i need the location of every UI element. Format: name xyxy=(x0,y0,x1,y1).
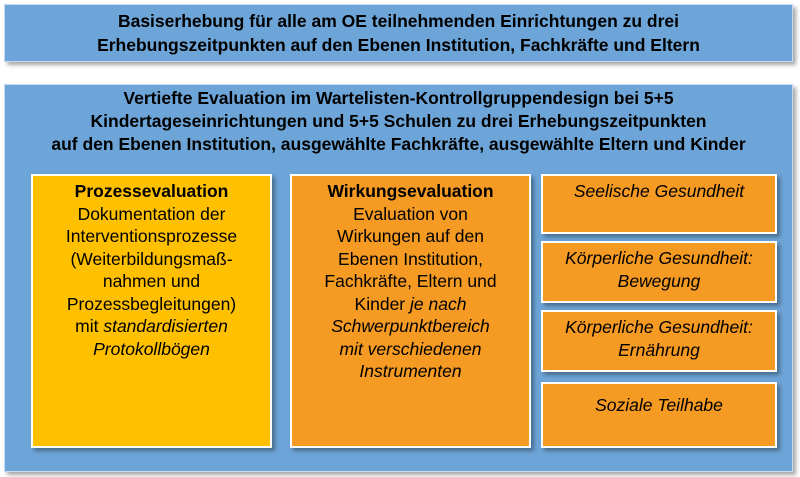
impact-evaluation-italic-line: Schwerpunktbereich xyxy=(331,316,490,336)
in-depth-evaluation-line-1: Vertiefte Evaluation im Wartelisten-Kontrollgruppendesign bei 5+5 xyxy=(123,88,674,108)
physical-health-movement-label: Körperliche Gesundheit: xyxy=(565,248,753,268)
impact-evaluation-title: Wirkungsevaluation xyxy=(327,181,494,201)
mental-health-label: Seelische Gesundheit xyxy=(573,181,745,201)
physical-health-nutrition-sublabel: Ernährung xyxy=(618,340,700,360)
process-evaluation-card xyxy=(31,174,272,448)
impact-evaluation-line: Evaluation von xyxy=(353,203,468,224)
impact-evaluation-line: Ebenen Institution, xyxy=(338,248,483,269)
impact-evaluation-italic: je nach xyxy=(410,293,467,314)
physical-health-movement-box xyxy=(541,241,777,303)
in-depth-evaluation-line-2: Kindertageseinrichtungen und 5+5 Schulen zu drei Erhebungszeitpunkten xyxy=(90,111,707,131)
impact-evaluation-text: Kinder xyxy=(354,293,410,314)
process-evaluation-line: Dokumentation der xyxy=(77,203,226,224)
in-depth-evaluation-heading xyxy=(5,87,792,156)
impact-evaluation-card xyxy=(290,174,531,448)
baseline-survey-line-2: Erhebungszeitpunkten auf den Ebenen Institution, Fachkräfte und Eltern xyxy=(97,35,700,55)
process-evaluation-title: Prozessevaluation xyxy=(74,181,229,201)
process-evaluation-line: Interventionsprozesse xyxy=(65,226,238,246)
impact-evaluation-italic-line: mit verschiedenen xyxy=(339,338,482,359)
impact-evaluation-line xyxy=(292,293,529,316)
baseline-survey-box xyxy=(4,4,793,62)
physical-health-movement-sublabel: Bewegung xyxy=(617,271,701,291)
process-evaluation-line xyxy=(33,315,270,338)
process-evaluation-italic: standardisierten xyxy=(103,316,228,336)
process-evaluation-italic-line: Protokollbögen xyxy=(93,338,210,359)
in-depth-evaluation-line-3: auf den Ebenen Institution, ausgewählte Fachkräfte, ausgewählte Eltern und Kinder xyxy=(51,134,746,154)
process-evaluation-text: mit xyxy=(75,316,104,336)
in-depth-evaluation-box xyxy=(4,84,793,472)
impact-evaluation-italic-line: Instrumenten xyxy=(359,361,462,381)
process-evaluation-line: (Weiterbildungsmaß- xyxy=(70,248,233,269)
social-participation-box xyxy=(541,382,777,448)
physical-health-nutrition-label: Körperliche Gesundheit: xyxy=(565,317,753,337)
physical-health-nutrition-box xyxy=(541,310,777,372)
impact-evaluation-line: Fachkräfte, Eltern und xyxy=(324,271,497,291)
mental-health-box xyxy=(541,174,777,234)
baseline-survey-line-1: Basiserhebung für alle am OE teilnehmenden Einrichtungen zu drei xyxy=(117,11,680,31)
social-participation-label: Soziale Teilhabe xyxy=(595,395,723,415)
process-evaluation-line: Prozessbegleitungen) xyxy=(66,293,237,314)
impact-evaluation-line: Wirkungen auf den xyxy=(337,226,484,246)
process-evaluation-line: nahmen und xyxy=(102,271,201,291)
